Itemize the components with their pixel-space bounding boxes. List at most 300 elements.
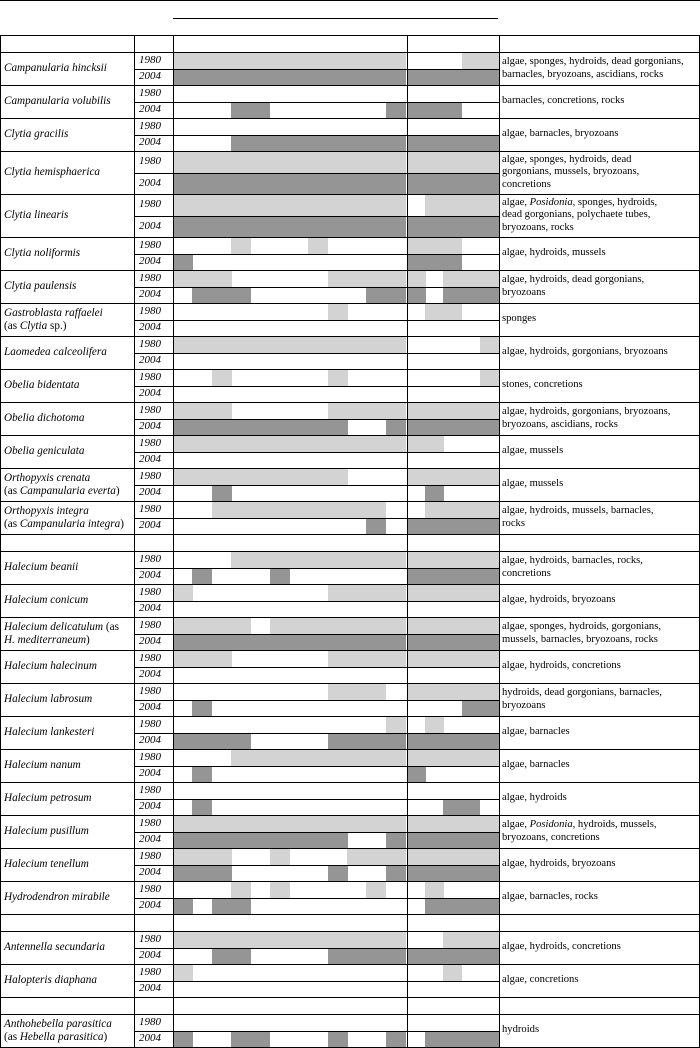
depth-presence-bar: [480, 502, 499, 518]
text-run: algae, hydroids, concretions: [502, 660, 621, 672]
month-presence-bar: [386, 833, 406, 848]
substrate-line: [502, 820, 657, 831]
month-presence-bar: [231, 734, 251, 749]
month-presence-bar: [366, 519, 386, 534]
species-name: [4, 248, 80, 259]
depth-presence-bar: [443, 684, 462, 700]
column-rule: [407, 534, 408, 551]
text-run: stones, concretions: [502, 379, 583, 391]
column-rule: [499, 336, 500, 369]
month-presence-bar: [347, 337, 367, 353]
text-run: algae, sponges, hydroids, dead gorgonians,: [502, 56, 684, 67]
species-name: [4, 975, 97, 986]
month-presence-bar: [366, 932, 386, 948]
depth-presence-bar: [480, 174, 499, 194]
depth-presence-bar: [462, 816, 481, 832]
text-run: Hydrodendron mirabile: [4, 890, 110, 903]
species-name: [4, 167, 100, 178]
row-rule: [134, 832, 499, 833]
month-presence-bar: [173, 420, 193, 435]
month-presence-bar: [308, 53, 328, 69]
column-rule: [499, 650, 500, 683]
month-presence-bar: [366, 882, 386, 898]
species-synonym: [4, 635, 90, 646]
month-presence-bar: [270, 552, 290, 568]
month-presence-bar: [212, 816, 232, 832]
depth-presence-bar: [462, 618, 481, 634]
depth-presence-bar: [443, 552, 462, 568]
text-run: Campanularia integra: [19, 517, 121, 530]
year-label: 1980: [139, 238, 161, 251]
month-presence-bar: [192, 271, 212, 287]
month-presence-bar: [231, 53, 251, 69]
depth-presence-bar: [480, 136, 499, 151]
year-label: 2004: [139, 136, 161, 148]
month-presence-bar: [347, 174, 367, 194]
month-presence-bar: [328, 304, 348, 320]
column-rule: [499, 584, 500, 617]
year-label: 2004: [139, 176, 161, 189]
text-run: dead gorgonians, polychaete tubes,: [502, 209, 651, 221]
month-presence-bar: [173, 1032, 193, 1047]
text-run: barnacles, bryozoans, ascidians, rocks: [502, 68, 664, 80]
month-presence-bar: [250, 469, 270, 485]
depth-presence-bar: [462, 635, 481, 650]
depth-presence-bar: [462, 152, 481, 173]
month-presence-bar: [192, 618, 212, 634]
depth-presence-bar: [480, 701, 499, 716]
column-rule: [499, 997, 500, 1014]
column-rule: [134, 534, 135, 551]
species-name: [4, 413, 84, 424]
column-rule: [173, 914, 174, 931]
year-label: 2004: [139, 734, 161, 746]
column-rule: [0, 501, 1, 534]
depth-presence-bar: [425, 70, 444, 85]
month-presence-bar: [308, 552, 328, 568]
month-presence-bar: [386, 403, 406, 419]
row-rule: [134, 733, 499, 734]
month-presence-bar: [328, 174, 348, 194]
column-rule: [499, 237, 500, 270]
month-presence-bar: [250, 337, 270, 353]
month-presence-bar: [250, 833, 270, 848]
substrate-line: [502, 635, 658, 646]
depth-presence-bar: [443, 618, 462, 634]
month-presence-bar: [212, 337, 232, 353]
month-presence-bar: [212, 618, 232, 634]
month-presence-bar: [192, 651, 212, 667]
month-presence-bar: [328, 684, 348, 700]
substrate-line: [502, 727, 570, 738]
text-run: algae,: [502, 819, 530, 830]
month-presence-bar: [212, 70, 232, 85]
month-presence-bar: [289, 70, 309, 85]
year-label: 2004: [139, 668, 161, 680]
depth-presence-bar: [480, 734, 499, 749]
depth-presence-bar: [407, 816, 426, 832]
month-presence-bar: [289, 436, 309, 452]
month-presence-bar: [328, 469, 348, 485]
text-run: Antennella secundaria: [4, 940, 105, 953]
depth-presence-bar: [425, 136, 444, 151]
month-presence-bar: [347, 684, 367, 700]
depth-presence-bar: [480, 635, 499, 650]
substrate-line: [502, 506, 654, 517]
month-presence-bar: [192, 849, 212, 865]
substrate-line: [502, 198, 657, 209]
depth-presence-bar: [425, 255, 444, 270]
month-presence-bar: [173, 271, 193, 287]
depth-presence-bar: [407, 734, 426, 749]
column-rule: [0, 617, 1, 650]
depth-presence-bar: [443, 569, 462, 584]
column-rule: [0, 118, 1, 151]
row-rule: [0, 118, 700, 119]
column-rule: [0, 997, 1, 1014]
text-run: Halecium nanum: [4, 758, 81, 771]
month-presence-bar: [366, 734, 386, 749]
month-presence-bar: [173, 195, 193, 216]
month-presence-bar: [366, 53, 386, 69]
month-presence-bar: [386, 152, 406, 173]
column-rule: [499, 931, 500, 964]
month-presence-bar: [212, 174, 232, 194]
depth-presence-bar: [407, 552, 426, 568]
text-run: Hebella parasitica: [19, 1030, 104, 1043]
month-presence-bar: [386, 174, 406, 194]
text-run: sp.): [47, 319, 67, 332]
substrate-line: [502, 595, 616, 606]
text-run: algae, hydroids, dead gorgonians,: [502, 274, 645, 285]
depth-presence-bar: [425, 217, 444, 237]
depth-presence-bar: [443, 469, 462, 485]
month-presence-bar: [289, 502, 309, 518]
year-label: 2004: [139, 486, 161, 498]
month-presence-bar: [328, 651, 348, 667]
column-rule: [0, 85, 1, 118]
column-rule: [499, 85, 500, 118]
month-presence-bar: [386, 866, 406, 881]
species-name: [4, 595, 88, 606]
text-run: (as: [4, 319, 20, 332]
month-presence-bar: [231, 552, 251, 568]
text-run: algae, hydroids: [502, 792, 567, 804]
month-presence-bar: [386, 932, 406, 948]
text-run: algae, sponges, hydroids, dead: [502, 153, 632, 165]
month-presence-bar: [270, 152, 290, 173]
row-rule: [134, 766, 499, 767]
column-rule: [0, 716, 1, 749]
column-rule: [499, 551, 500, 584]
text-run: hydroids: [502, 1024, 540, 1036]
depth-presence-bar: [480, 152, 499, 173]
month-presence-bar: [173, 152, 193, 173]
column-rule: [0, 151, 1, 194]
month-presence-bar: [289, 635, 309, 650]
text-run: algae, hydroids, gorgonians, bryozoans: [502, 346, 668, 358]
month-presence-bar: [270, 70, 290, 85]
text-run: bryozoans, concretions: [502, 831, 600, 843]
year-label: 2004: [139, 103, 161, 115]
year-label: 2004: [139, 519, 161, 531]
month-presence-bar: [270, 195, 290, 216]
depth-presence-bar: [443, 866, 462, 881]
depth-presence-bar: [425, 152, 444, 173]
species-name: [4, 281, 76, 292]
row-rule: [134, 634, 499, 635]
row-rule: [134, 254, 499, 255]
row-rule: [0, 1014, 700, 1015]
depth-presence-bar: [462, 403, 481, 419]
row-rule: [0, 369, 700, 370]
depth-presence-bar: [407, 949, 426, 964]
row-rule: [134, 799, 499, 800]
month-presence-bar: [386, 651, 406, 667]
month-presence-bar: [386, 70, 406, 85]
year-label: 1980: [139, 155, 161, 167]
text-run: Halecium halecinum: [4, 659, 97, 672]
species-name: [4, 760, 81, 771]
year-label: 1980: [139, 119, 161, 132]
month-presence-bar: [328, 337, 348, 353]
column-rule: [0, 914, 1, 931]
column-rule: [499, 782, 500, 815]
month-presence-bar: [366, 174, 386, 194]
month-presence-bar: [212, 288, 232, 303]
month-presence-bar: [347, 217, 367, 237]
depth-presence-bar: [443, 833, 462, 848]
month-presence-bar: [386, 103, 406, 118]
depth-presence-bar: [407, 618, 426, 634]
month-presence-bar: [386, 849, 406, 865]
month-presence-bar: [289, 136, 309, 151]
substrate-line: [502, 167, 639, 178]
month-presence-bar: [231, 217, 251, 237]
month-presence-bar: [231, 833, 251, 848]
month-presence-bar: [386, 585, 406, 601]
depth-presence-bar: [443, 734, 462, 749]
month-presence-bar: [173, 651, 193, 667]
month-presence-bar: [231, 1032, 251, 1047]
row-rule: [134, 981, 499, 982]
text-run: sponges: [502, 313, 537, 325]
month-presence-bar: [173, 174, 193, 194]
month-presence-bar: [366, 436, 386, 452]
month-presence-bar: [366, 195, 386, 216]
month-presence-bar: [270, 469, 290, 485]
year-label: 2004: [139, 255, 161, 267]
depth-presence-bar: [407, 849, 426, 865]
month-presence-bar: [366, 635, 386, 650]
year-label: 1980: [139, 717, 161, 730]
column-rule: [499, 914, 500, 931]
species-synonym: [4, 321, 66, 332]
column-rule: [499, 194, 500, 237]
species-synonym: [4, 486, 120, 497]
month-presence-bar: [250, 420, 270, 435]
text-run: algae, mussels: [502, 478, 564, 490]
column-rule: [499, 468, 500, 501]
text-run: Laomedea calceolifera: [4, 345, 107, 358]
substrate-line: [502, 420, 618, 431]
text-run: (as: [103, 620, 119, 633]
row-rule: [134, 601, 499, 602]
species-name: [4, 129, 68, 140]
month-presence-bar: [366, 949, 386, 964]
column-rule: [173, 534, 174, 551]
month-presence-bar: [328, 271, 348, 287]
text-run: ): [103, 1030, 108, 1043]
month-presence-bar: [250, 103, 270, 118]
row-rule: [134, 485, 499, 486]
text-run: ): [120, 517, 124, 530]
month-presence-bar: [192, 816, 212, 832]
depth-presence-bar: [407, 174, 426, 194]
row-rule: [134, 865, 499, 866]
month-presence-bar: [289, 217, 309, 237]
depth-presence-bar: [443, 932, 462, 948]
depth-presence-bar: [462, 800, 481, 815]
month-presence-bar: [270, 750, 290, 766]
text-run: algae, hydroids, bryozoans: [502, 594, 616, 606]
month-presence-bar: [386, 271, 406, 287]
month-presence-bar: [308, 469, 328, 485]
month-presence-bar: [173, 436, 193, 452]
month-presence-bar: [212, 195, 232, 216]
depth-presence-bar: [443, 103, 462, 118]
month-presence-bar: [173, 866, 193, 881]
depth-presence-bar: [443, 271, 462, 287]
depth-presence-bar: [462, 1032, 481, 1047]
month-presence-bar: [328, 816, 348, 832]
row-rule: [134, 287, 499, 288]
month-presence-bar: [192, 635, 212, 650]
depth-presence-bar: [480, 337, 499, 353]
substrate-line: [502, 96, 624, 107]
month-presence-bar: [173, 899, 193, 914]
month-presence-bar: [289, 420, 309, 435]
text-run: algae,: [502, 196, 530, 208]
substrate-line: [502, 569, 551, 580]
month-presence-bar: [250, 195, 270, 216]
depth-presence-bar: [443, 519, 462, 534]
month-presence-bar: [328, 403, 348, 419]
text-run: ): [115, 484, 120, 497]
row-rule: [0, 716, 700, 717]
month-presence-bar: [212, 849, 232, 865]
depth-presence-bar: [425, 585, 444, 601]
depth-presence-bar: [443, 403, 462, 419]
species-name: [4, 308, 103, 319]
month-presence-bar: [231, 932, 251, 948]
depth-presence-bar: [480, 651, 499, 667]
month-presence-bar: [192, 734, 212, 749]
month-presence-bar: [328, 502, 348, 518]
column-rule: [499, 303, 500, 336]
month-presence-bar: [270, 569, 290, 584]
species-name: [4, 661, 97, 672]
month-presence-bar: [308, 174, 328, 194]
text-run: algae, concretions: [502, 974, 579, 986]
species-name: [4, 506, 89, 517]
substrate-line: [502, 622, 661, 633]
depth-presence-bar: [462, 849, 481, 865]
species-name: [4, 727, 94, 738]
month-presence-bar: [289, 469, 309, 485]
month-presence-bar: [231, 70, 251, 85]
depth-presence-bar: [480, 816, 499, 832]
substrate-line: [502, 479, 563, 490]
year-label: 2004: [139, 767, 161, 779]
depth-presence-bar: [443, 255, 462, 270]
month-presence-bar: [231, 635, 251, 650]
month-presence-bar: [308, 618, 328, 634]
month-presence-bar: [231, 882, 251, 898]
column-rule: [0, 534, 1, 551]
row-rule: [134, 452, 499, 453]
text-run: (as: [4, 517, 20, 530]
month-presence-bar: [328, 618, 348, 634]
month-presence-bar: [270, 502, 290, 518]
month-presence-bar: [231, 152, 251, 173]
month-presence-bar: [173, 635, 193, 650]
month-presence-bar: [250, 552, 270, 568]
row-rule: [0, 303, 700, 304]
month-presence-bar: [270, 53, 290, 69]
depth-presence-bar: [407, 238, 426, 254]
month-presence-bar: [347, 70, 367, 85]
substrate-line: [502, 688, 662, 699]
depth-presence-bar: [462, 750, 481, 766]
row-rule: [134, 69, 499, 70]
depth-presence-bar: [407, 750, 426, 766]
text-run: algae, hydroids, concretions: [502, 941, 621, 953]
year-label: 2004: [139, 70, 161, 82]
depth-presence-bar: [407, 271, 426, 287]
column-rule: [499, 716, 500, 749]
month-presence-bar: [192, 195, 212, 216]
column-rule: [0, 402, 1, 435]
month-presence-bar: [289, 833, 309, 848]
month-presence-bar: [270, 420, 290, 435]
month-presence-bar: [308, 750, 328, 766]
year-label: 1980: [139, 53, 161, 66]
text-run: algae, mussels: [502, 445, 564, 457]
depth-presence-bar: [480, 849, 499, 865]
species-name: [4, 473, 90, 484]
text-run: algae, barnacles, rocks: [502, 891, 598, 903]
species-name: [4, 1019, 112, 1030]
depth-presence-bar: [480, 420, 499, 435]
month-presence-bar: [328, 195, 348, 216]
month-presence-bar: [192, 337, 212, 353]
depth-presence-bar: [425, 651, 444, 667]
text-run: Halecium conicum: [4, 593, 89, 606]
substrate-line: [502, 57, 684, 68]
column-rule: [0, 303, 1, 336]
depth-presence-bar: [462, 833, 481, 848]
substrate-line: [502, 407, 670, 418]
column-rule: [499, 270, 500, 303]
depth-presence-bar: [407, 436, 426, 452]
column-rule: [0, 881, 1, 914]
species-name: [4, 694, 92, 705]
depth-presence-bar: [443, 949, 462, 964]
month-presence-bar: [289, 53, 309, 69]
row-rule: [0, 534, 700, 535]
depth-presence-bar: [480, 70, 499, 85]
